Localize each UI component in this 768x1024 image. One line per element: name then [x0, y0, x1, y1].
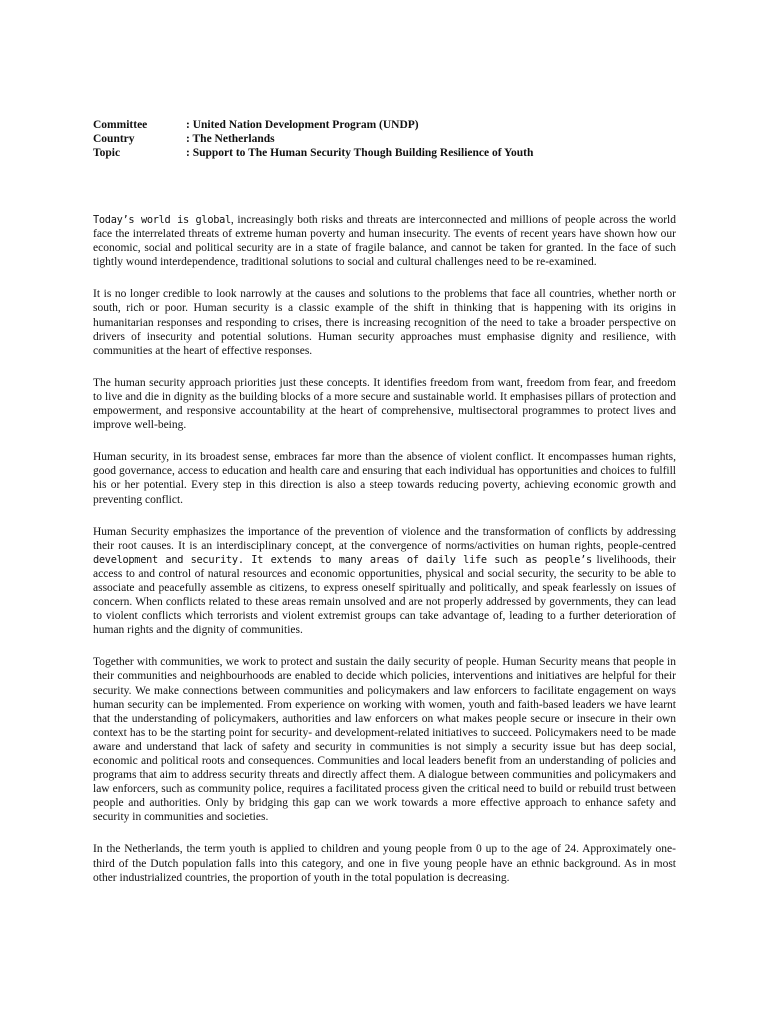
header-row-country: [93, 132, 533, 146]
paragraph-7: In the Netherlands, the term youth is applied to children and young people from 0 up to the age of 24. Approximately one-third of the Dutch population falls into this category, and one in five young people have an ethnic background. As in most other industrialized countries, the proportion of youth in the total population is decreasing.: [93, 843, 676, 884]
paragraph-5-end: livelihoods, their access to and control of natural resources and economic opportunities, physical and social security, the security to be able to associate and peacefully assemble as citizens, to express oneself spiritually and politically, and speak fearlessly on issues of concern. When conflicts related to these areas remain unsolved and are not properly addressed by governments, they can lead to violent conflicts which terrorists and violent extremist groups can take advantage of, leading to a further deterioration of human rights and the dignity of communities.: [93, 553, 677, 637]
country-value: : The Netherlands: [186, 133, 275, 145]
committee-label: Committee: [93, 119, 148, 131]
topic-value: : Support to The Human Security Though Building Resilience of Youth: [186, 147, 534, 159]
paragraph-5-start: Human Security emphasizes the importance of the prevention of violence and the transformation of conflicts by addressing their root causes. It is an interdisciplinary concept, at the convergence of norms/activities on human rights, people-centred: [93, 525, 676, 552]
paragraph-2: It is no longer credible to look narrowly at the causes and solutions to the problems that face all countries, whether north or south, rich or poor. Human security is a classic example of the shift in thinking that is happening with its origins in humanitarian responses and responding to crises, there is increasing recognition of the need to take a broader perspective on drivers of insecurity and potential solutions. Human security approaches must emphasise dignity and resilience, with communities at the heart of effective responses.: [93, 288, 676, 357]
document-body: [93, 213, 676, 885]
topic-label: Topic: [93, 147, 121, 159]
paragraph-3: The human security approach priorities just these concepts. It identifies freedom from want, freedom from fear, and freedom to live and die in dignity as the building blocks of a more secure and sustainable world. It emphasises pillars of protection and empowerment, and responsive accountability at the heart of comprehensive, multisectoral programmes to protect lives and improve well-being.: [93, 376, 676, 432]
header-row-committee: [93, 118, 533, 132]
header-row-topic: [93, 146, 533, 160]
paragraph-5: [93, 525, 676, 638]
country-label: Country: [93, 133, 135, 145]
paragraph-1-lead: Today’s world is global: [93, 214, 231, 226]
paragraph-1: [93, 213, 676, 269]
document-header: [93, 118, 533, 160]
paragraph-1-rest: , increasingly both risks and threats are interconnected and millions of people across the world face the interrelated threats of extreme human poverty and human insecurity. The events of recent years have shown how our economic, social and political security are in a state of fragile balance, and cannot be taken for granted. In the face of such tightly wound interdependence, traditional solutions to social and cultural challenges need to be re-examined.: [93, 214, 676, 269]
paragraph-6: Together with communities, we work to protect and sustain the daily security of people. Human Security means that people in their communities and neighbourhoods are enabled to decide which policies, interventions and initiatives are helpful for their security. We make connections between communities and policymakers and law enforcers to facilitate engagement on ways human security can be implemented. From experience on working with women, youth and faith-based leaders we have learnt that the understanding of policymakers, authorities and law enforcers on what makes people secure or insecure in their own context has to be the starting point for security- and development-related initiatives to succeed. Policymakers need to be made aware and understand that lack of safety and security in communities is not simply a security issue but has deep social, economic and political roots and consequences. Communities and local leaders benefit from an understanding of policies and programs that aim to address security threats and directly affect them. A dialogue between communities and policymakers and law enforcers, such as community police, requires a facilitated process given the critical need to build or rebuild trust between people and authorities. Only by bridging this gap can we work towards a more effective approach to enhance safety and security in communities and societies.: [93, 656, 676, 824]
paragraph-5-mono: development and security. It extends to many areas of daily life such as people’s: [93, 553, 592, 566]
paragraph-4: Human security, in its broadest sense, embraces far more than the absence of violent conflict. It encompasses human rights, good governance, access to education and health care and ensuring that each individual has opportunities and choices to fulfill his or her potential. Every step in this direction is also a steep towards reducing poverty, achieving economic growth and preventing conflict.: [93, 451, 676, 506]
committee-value: : United Nation Development Program (UNDP): [186, 119, 419, 131]
